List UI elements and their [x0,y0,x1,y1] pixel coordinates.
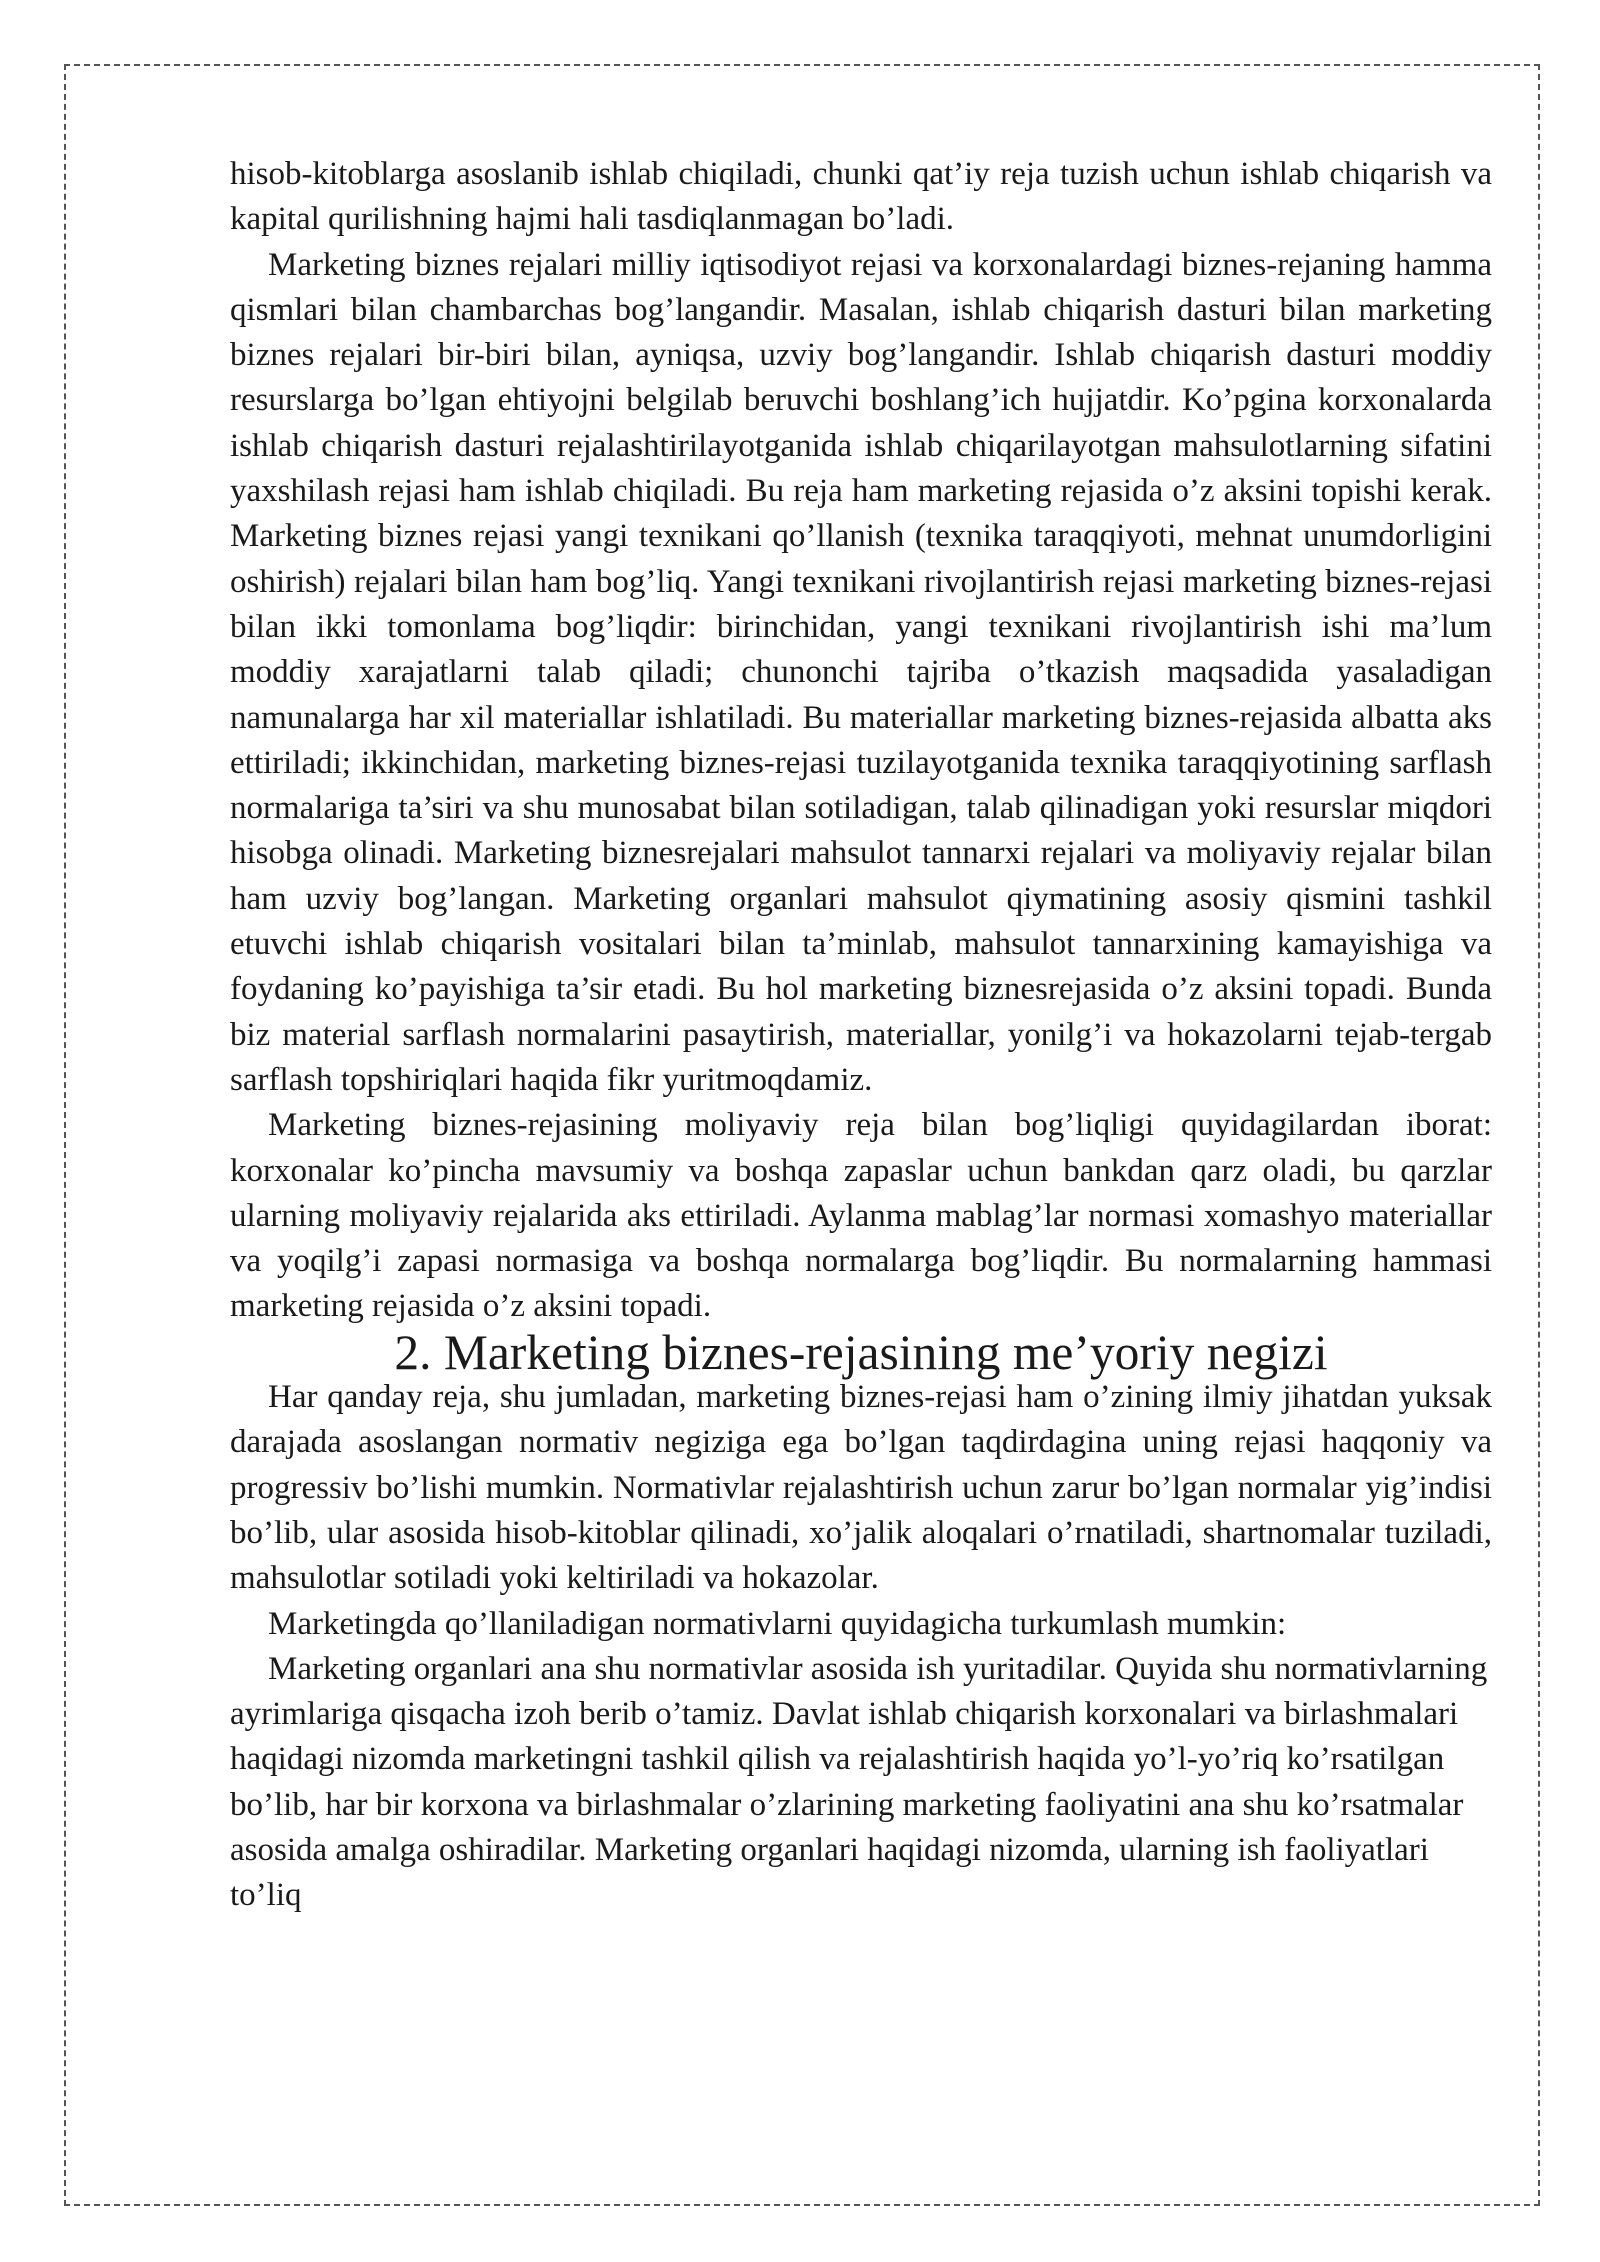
paragraph-financial-plan: Marketing biznes-rejasining moliyaviy reja bilan bog’liqligi quyidagilardan iborat: korxonalar ko’pincha mavsumiy va boshqa zapaslar uchun bankdan qarz oladi, bu qarzlar ularning moliyaviy rejalarida aks ettiriladi. Aylanma mablag’lar normasi xomashyo materiallar va yoqilg’i zapasi normasiga va boshqa normalarga bog’liqdir. Bu normalarning hammasi marketing rejasida o’z aksini topadi. [230,1107,1492,1325]
document-body [230,152,1492,1919]
paragraph-continuation: hisob-kitoblarga asoslanib ishlab chiqiladi, chunki qat’iy reja tuzish uchun ishlab chiqarish va kapital qurilishning hajmi hali tasdiqlanmagan bo’ladi. [230,156,1492,238]
paragraph-business-plan-links: Marketing biznes rejalari milliy iqtisodiyot rejasi va korxonalardagi biznes-rejaning hamma qismlari bilan chambarchas bog’langandir. Masalan, ishlab chiqarish dasturi bilan marketing biznes rejalari bir-biri bilan, ayniqsa, uzviy bog’langandir. Ishlab chiqarish dasturi moddiy resurslarga bo’lgan ehtiyojni belgilab beruvchi boshlang’ich hujjatdir. Ko’pgina korxonalarda ishlab chiqarish dasturi rejalashtirilayotganida ishlab chiqarilayotgan mahsulotlarning sifatini yaxshilash rejasi ham ishlab chiqiladi. Bu reja ham marketing rejasida o’z aksini topishi kerak. Marketing biznes rejasi yangi texnikani qo’llanish (texnika taraqqiyoti, mehnat unumdorligini oshirish) rejalari bilan ham bog’liq. Yangi texnikani rivojlantirish rejasi marketing biznes-rejasi bilan ikki tomonlama bog’liqdir: birinchidan, yangi texnikani rivojlantirish ishi ma’lum moddiy xarajatlarni talab qiladi; chunonchi tajriba o’tkazish maqsadida yasaladigan namunalarga har xil materiallar ishlatiladi. Bu materiallar marketing biznes-rejasida albatta aks ettiriladi; ikkinchidan, marketing biznes-rejasi tuzilayotganida texnika taraqqiyotining sarflash normalariga ta’siri va shu munosabat bilan sotiladigan, talab qilinadigan yoki resurslar miqdori hisobga olinadi. Marketing biznesrejalari mahsulot tannarxi rejalari va moliyaviy rejalar bilan ham uzviy bog’langan. Marketing organlari mahsulot qiymatining asosiy qismini tashkil etuvchi ishlab chiqarish vositalari bilan ta’minlab, mahsulot tannarxining kamayishiga va foydaning ko’payishiga ta’sir etadi. Bu hol marketing biznesrejasida o’z aksini topadi. Bunda biz material sarflash normalarini pasaytirish, materiallar, yonilg’i va hokazolarni tejab-tergab sarflash topshiriqlari haqida fikr yuritmoqdamiz. [230,246,1492,1098]
section-heading: 2. Marketing biznes-rejasining me’yoriy negizi [394,1324,1328,1380]
paragraph-classification: Marketingda qo’llaniladigan normativlarni quyidagicha turkumlash mumkin: [268,1605,1287,1642]
paragraph-marketing-organs: Marketing organlari ana shu normativlar asosida ish yuritadilar. Quyida shu normativlarning ayrimlariga qisqacha izoh berib o’tamiz. Davlat ishlab chiqarish korxonalari va birlashmalari haqidagi nizomda marketingni tashkil qilish va rejalashtirish haqida yo’l-yo’riq ko’rsatilgan bo’lib, har bir korxona va birlashmalar o’zlarining marketing faoliyatini ana shu ko’rsatmalar asosida amalga oshiradilar. Marketing organlari haqidagi nizomda, ularning ish faoliyatlari to’liq [230,1650,1488,1914]
paragraph-normative-basis: Har qanday reja, shu jumladan, marketing biznes-rejasi ham o’zining ilmiy jihatdan yuksak darajada asoslangan normativ negiziga ega bo’lgan taqdirdagina uning rejasi haqqoniy va progressiv bo’lishi mumkin. Normativlar rejalashtirish uchun zarur bo’lgan normalar yig’indisi bo’lib, ular asosida hisob-kitoblar qilinadi, xo’jalik aloqalari o’rnatiladi, shartnomalar tuziladi, mahsulotlar sotiladi yoki keltiriladi va hokazolar. [230,1379,1492,1597]
